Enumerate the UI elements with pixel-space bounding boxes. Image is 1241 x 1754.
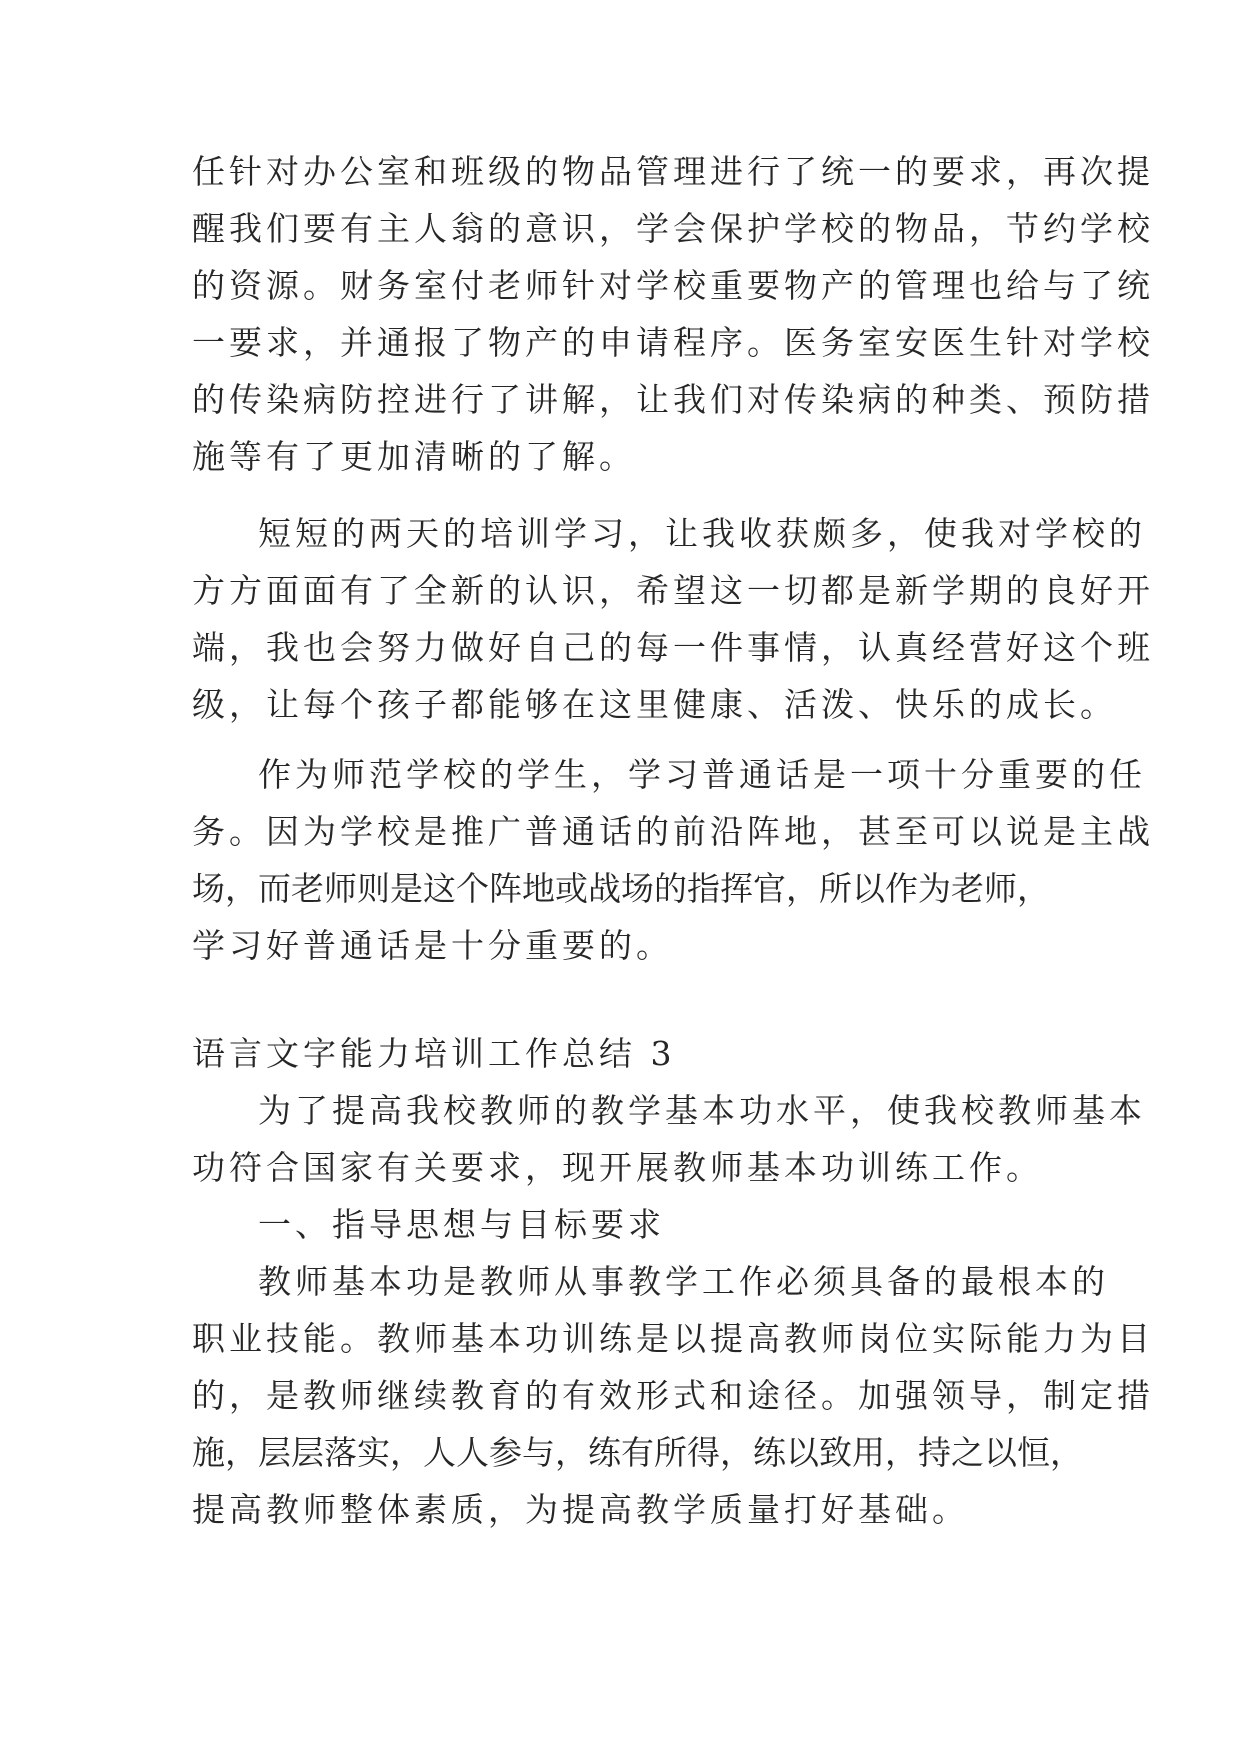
text-line: 端，我也会努力做好自己的每一件事情，认真经营好这个班 (192, 628, 1154, 667)
text-line: 务。因为学校是推广普通话的前沿阵地，甚至可以说是主战 (192, 812, 1154, 851)
section-title: 语言文字能力培训工作总结 3 (192, 1034, 676, 1073)
text-line: 一要求，并通报了物产的申请程序。医务室安医生针对学校 (192, 323, 1154, 362)
text-line: 任针对办公室和班级的物品管理进行了统一的要求，再次提 (192, 152, 1154, 191)
text-line: 功符合国家有关要求，现开展教师基本功训练工作。 (192, 1148, 1043, 1187)
text-line: 级，让每个孩子都能够在这里健康、活泼、快乐的成长。 (192, 685, 1117, 724)
text-line: 短短的两天的培训学习，让我收获颇多，使我对学校的 (258, 514, 1146, 553)
subheading: 一、指导思想与目标要求 (258, 1205, 665, 1244)
text-line: 的资源。财务室付老师针对学校重要物产的管理也给与了统 (192, 266, 1154, 305)
text-line: 学习好普通话是十分重要的。 (192, 926, 673, 965)
text-line: 施，层层落实，人人参与，练有所得，练以致用，持之以恒， (192, 1433, 1083, 1472)
text-line: 醒我们要有主人翁的意识，学会保护学校的物品，节约学校 (192, 209, 1154, 248)
text-line: 场，而老师则是这个阵地或战场的指挥官，所以作为老师， (192, 869, 1050, 908)
text-line: 职业技能。教师基本功训练是以提高教师岗位实际能力为目 (192, 1319, 1154, 1358)
text-line: 的，是教师继续教育的有效形式和途径。加强领导，制定措 (192, 1376, 1154, 1415)
text-line: 的传染病防控进行了讲解，让我们对传染病的种类、预防措 (192, 380, 1154, 419)
text-line: 作为师范学校的学生，学习普通话是一项十分重要的任 (258, 755, 1146, 794)
text-line: 方方面面有了全新的认识，希望这一切都是新学期的良好开 (192, 571, 1154, 610)
text-line: 提高教师整体素质，为提高教学质量打好基础。 (192, 1490, 969, 1529)
text-line: 施等有了更加清晰的了解。 (192, 437, 636, 476)
text-line: 教师基本功是教师从事教学工作必须具备的最根本的 (258, 1262, 1109, 1301)
text-line: 为了提高我校教师的教学基本功水平，使我校教师基本 (258, 1091, 1146, 1130)
